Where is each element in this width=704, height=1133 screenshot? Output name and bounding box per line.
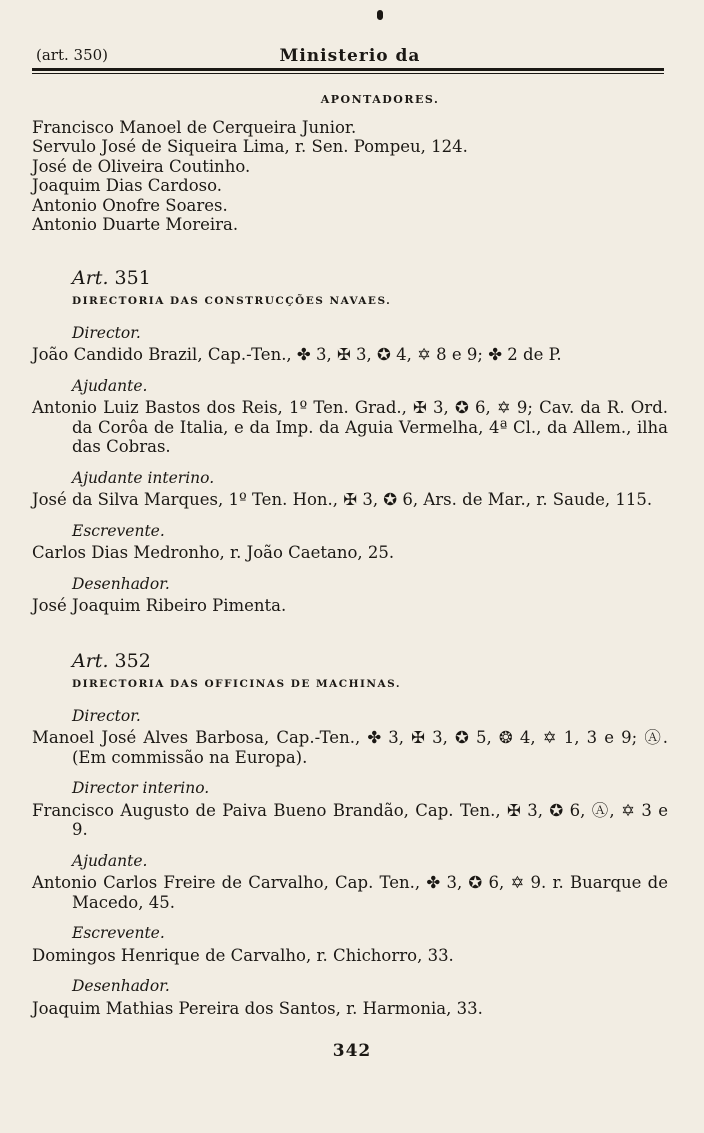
list-item: Servulo José de Siqueira Lima, r. Sen. Pompeu, 124. bbox=[32, 137, 468, 156]
list-item: Antonio Duarte Moreira. bbox=[32, 215, 239, 234]
role-label: Escrevente. bbox=[72, 924, 165, 942]
person-entry: Domingos Henrique de Carvalho, r. Chichorro, 33. bbox=[32, 945, 454, 965]
directorate-title-351: DIRECTORIA DAS CONSTRUCÇÕES NAVAES. bbox=[72, 295, 392, 307]
role-label: Desenhador. bbox=[72, 574, 170, 593]
header-rule-thin bbox=[32, 73, 664, 74]
page-number: 342 bbox=[332, 1041, 372, 1061]
ink-spot bbox=[377, 10, 383, 20]
header-rule-thick bbox=[32, 68, 664, 71]
person-entry: Antonio Carlos Freire de Carvalho, Cap. Ten., ✤ 3, ✪ 6, ✡ 9. r. Buarque de Macedo, 45. bbox=[32, 873, 668, 912]
list-item: Joaquim Dias Cardoso. bbox=[32, 176, 222, 195]
article-heading-352 bbox=[72, 649, 668, 672]
role-label: Escrevente. bbox=[72, 521, 165, 540]
role-label: Director interino. bbox=[72, 779, 210, 797]
role-label: Ajudante. bbox=[72, 376, 148, 395]
article-heading-351 bbox=[72, 266, 668, 289]
person-entry: Joaquim Mathias Pereira dos Santos, r. Harmonia, 33. bbox=[32, 998, 483, 1018]
person-entry: José da Silva Marques, 1º Ten. Hon., ✠ 3, ✪ 6, Ars. de Mar., r. Saude, 115. bbox=[32, 490, 653, 509]
page-body bbox=[32, 90, 668, 1018]
article-word: Art. bbox=[72, 266, 109, 289]
article-word: Art. bbox=[72, 649, 109, 672]
list-item: José de Oliveira Coutinho. bbox=[32, 156, 251, 176]
person-entry: João Candido Brazil, Cap.-Ten., ✤ 3, ✠ 3, ✪ 4, ✡ 8 e 9; ✤ 2 de P. bbox=[32, 345, 562, 364]
person-entry: Carlos Dias Medronho, r. João Caetano, 25. bbox=[32, 543, 395, 562]
person-entry: Francisco Augusto de Paiva Bueno Brandão, Cap. Ten., ✠ 3, ✪ 6, Ⓐ, ✡ 3 e 9. bbox=[32, 800, 668, 839]
section-title-apontadores: APONTADORES. bbox=[320, 93, 440, 106]
article-number: 351 bbox=[114, 266, 151, 289]
person-entry: Antonio Luiz Bastos dos Reis, 1º Ten. Grad., ✠ 3, ✪ 6, ✡ 9; Cav. da R. Ord. da Corôa de Italia, e da Imp. da Aguia Vermelha, 4ª Cl., da Allem., ilha das Cobras. bbox=[32, 398, 668, 456]
person-entry: Manoel José Alves Barbosa, Cap.-Ten., ✤ 3, ✠ 3, ✪ 5, ❂ 4, ✡ 1, 3 e 9; Ⓐ. (Em commissão na Europa). bbox=[32, 728, 668, 767]
role-label: Desenhador. bbox=[72, 977, 170, 995]
role-label: Ajudante. bbox=[72, 851, 148, 870]
article-number: 352 bbox=[114, 649, 151, 672]
role-label: Ajudante interino. bbox=[72, 468, 215, 487]
list-item: Antonio Onofre Soares. bbox=[32, 195, 228, 215]
role-label: Director. bbox=[72, 323, 141, 342]
directorate-title-352: DIRECTORIA DAS OFFICINAS DE MACHINAS. bbox=[72, 678, 402, 690]
list-item: Francisco Manoel de Cerqueira Junior. bbox=[32, 117, 357, 137]
running-header bbox=[36, 46, 664, 70]
person-entry: José Joaquim Ribeiro Pimenta. bbox=[32, 596, 287, 615]
header-title: Ministerio da bbox=[279, 46, 421, 66]
header-article-ref: (art. 350) bbox=[36, 46, 109, 64]
role-label: Director. bbox=[72, 706, 141, 725]
